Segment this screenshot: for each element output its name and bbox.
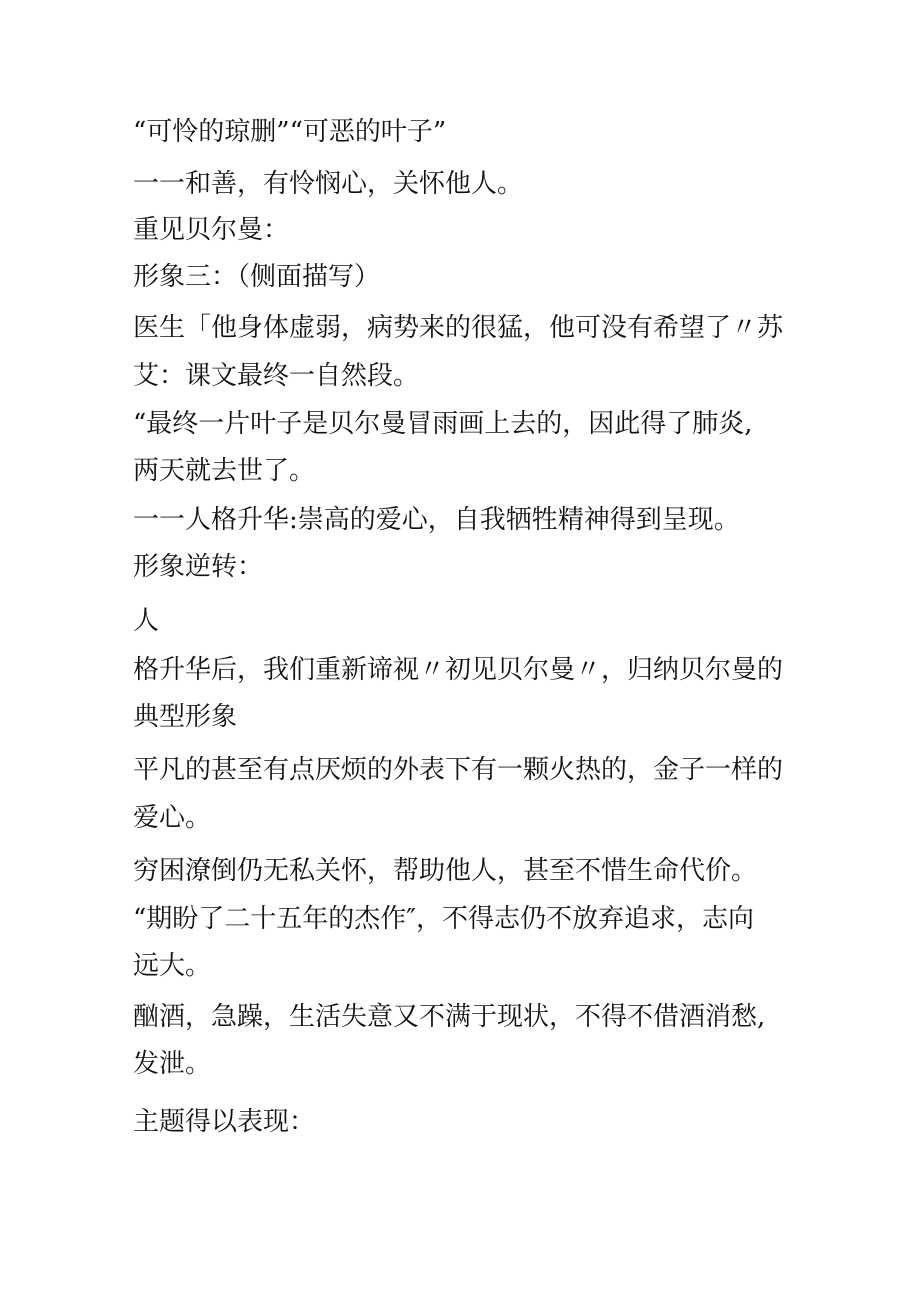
text-line: 人: [133, 606, 160, 636]
text-line: 主题得以表现：: [133, 1107, 316, 1137]
text-line: 典型形象: [133, 702, 238, 732]
text-line: 酗酒，急躁，生活失意又不满于现状，不得不借酒消愁,: [133, 1002, 766, 1032]
text-line: 穷困潦倒仍无私关怀，帮助他人，甚至不惜生命代价。: [133, 856, 758, 886]
text-line: 形象三：（侧面描写）: [133, 262, 381, 292]
text-line: 远大。: [133, 951, 212, 981]
text-line: “可怜的琼删”“可恶的叶子”: [133, 117, 447, 147]
text-line: 重见贝尔曼：: [133, 215, 290, 245]
text-line: 平凡的甚至有点厌烦的外表下有一颗火热的，金子一样的: [133, 755, 784, 785]
text-line: 两天就去世了。: [133, 456, 316, 486]
text-line: 一一人格升华:崇高的爱心，自我牺牲精神得到呈现。: [133, 505, 740, 535]
text-line: 格升华后，我们重新谛视〃初见贝尔曼〃，归纳贝尔曼的: [133, 655, 784, 685]
text-line: “期盼了二十五年的杰作″，不得志仍不放弃追求，志向: [133, 904, 755, 934]
text-line: 医生「他身体虚弱，病势来的很猛，他可没有希望了〃苏: [133, 313, 784, 343]
text-line: 艾：课文最终一自然段。: [133, 361, 420, 391]
text-line: 形象逆转：: [133, 552, 264, 582]
text-line: “最终一片叶子是贝尔曼冒雨画上去的，因此得了肺炎,: [133, 409, 753, 439]
text-line: 一一和善，有怜悯心，关怀他人。: [133, 169, 524, 199]
text-line: 发泄。: [133, 1049, 212, 1079]
text-line: 爱心。: [133, 803, 212, 833]
